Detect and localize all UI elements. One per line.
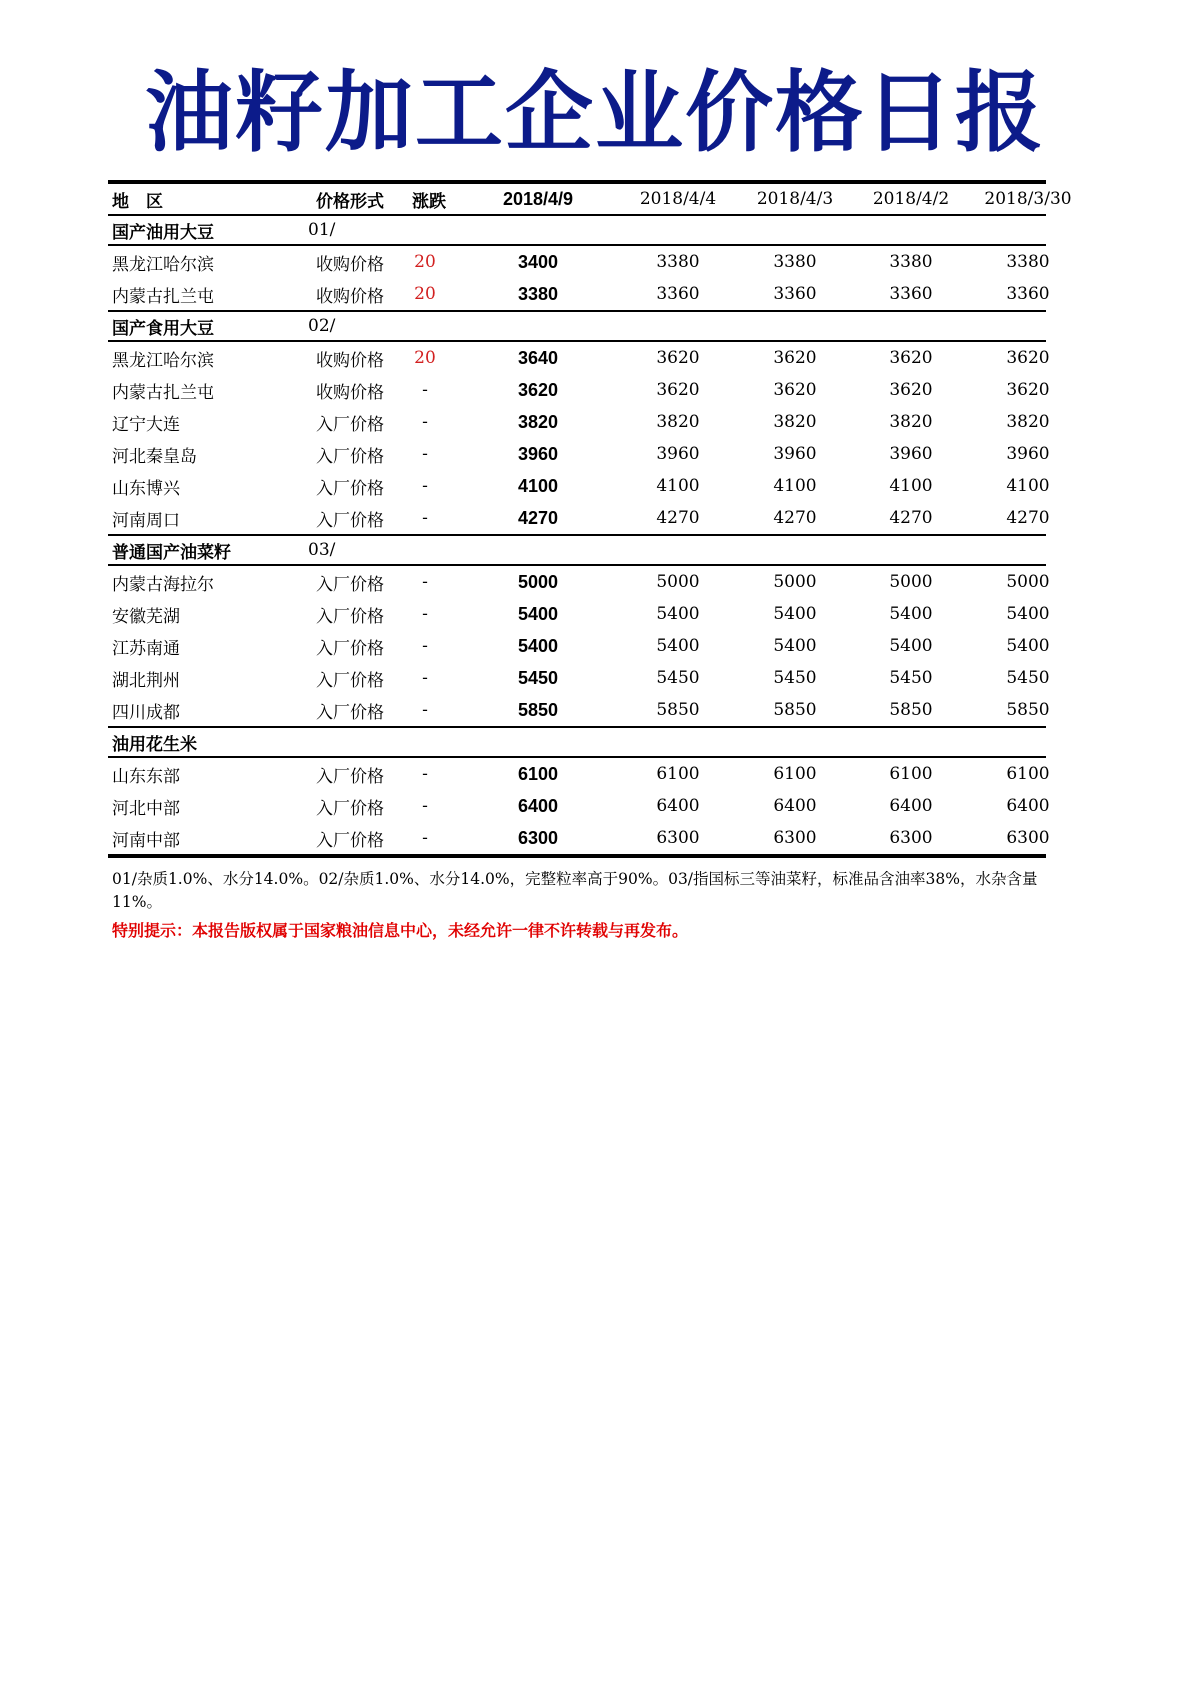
section-name: 油用花生米 [112,734,197,755]
price-form-cell: 入厂价格 [316,446,384,467]
price-form-cell: 收购价格 [316,286,384,307]
current-price-cell: 4270 [517,507,559,528]
price-cell: 5850 [889,700,933,720]
current-price-cell: 5400 [517,603,559,624]
price-table [108,180,1072,858]
table-header [108,184,1072,216]
price-cell: 4100 [656,476,700,496]
price-cell: 4270 [773,508,817,528]
table-row [108,502,1050,534]
change-cell: - [422,412,428,432]
price-cell: 3820 [1006,412,1050,432]
price-cell: 5400 [656,604,700,624]
table-row [108,758,1050,790]
section-row [108,534,1046,566]
header-date: 2018/4/2 [872,189,950,209]
price-cell: 6300 [1006,828,1050,848]
region-cell: 河北秦皇岛 [112,446,197,467]
price-cell: 6100 [656,764,700,784]
price-cell: 3620 [889,348,933,368]
price-cell: 3620 [656,348,700,368]
current-price-cell: 5400 [517,635,559,656]
price-cell: 4100 [773,476,817,496]
price-cell: 3360 [1006,284,1050,304]
price-form-cell: 入厂价格 [316,830,384,851]
price-cell: 3620 [889,380,933,400]
price-cell: 3360 [773,284,817,304]
price-cell: 6100 [773,764,817,784]
change-cell: 20 [414,284,436,304]
price-cell: 3620 [1006,380,1050,400]
price-cell: 6400 [773,796,817,816]
current-price-cell: 5450 [517,667,559,688]
price-cell: 6400 [889,796,933,816]
current-price-cell: 5850 [517,699,559,720]
price-cell: 4270 [1006,508,1050,528]
change-cell: - [422,828,428,848]
footnotes: 01/杂质1.0%、水分14.0%。02/杂质1.0%、水分14.0%，完整粒率高于90%。03/指国标三等油菜籽，标准品含油率38%，水杂含量11%。 [112,870,1038,911]
price-cell: 4270 [889,508,933,528]
table-row [108,822,1050,854]
price-cell: 6400 [656,796,700,816]
price-cell: 5400 [773,636,817,656]
price-cell: 3820 [889,412,933,432]
region-cell: 湖北荆州 [112,670,180,691]
table-row [108,342,1050,374]
current-price-cell: 3960 [517,443,559,464]
table-row [108,598,1050,630]
table-body [108,216,1050,854]
change-cell: - [422,796,428,816]
header-date: 2018/4/3 [756,189,834,209]
price-cell: 6300 [656,828,700,848]
price-cell: 5400 [889,604,933,624]
copyright-warning: 特别提示：本报告版权属于国家粮油信息中心，未经允许一律不许转载与再发布。 [112,921,689,940]
table-row [108,694,1050,726]
table-row [108,406,1050,438]
price-cell: 3380 [773,252,817,272]
table-row [108,566,1050,598]
price-form-cell: 入厂价格 [316,670,384,691]
price-cell: 6400 [1006,796,1050,816]
section-footnote-code: 03/ [308,540,336,560]
price-cell: 3360 [889,284,933,304]
section-row [108,726,1046,758]
price-cell: 5850 [773,700,817,720]
price-cell: 5450 [656,668,700,688]
current-price-cell: 3640 [517,347,559,368]
price-cell: 6300 [773,828,817,848]
price-cell: 5000 [889,572,933,592]
table-row [108,246,1050,278]
price-cell: 3620 [773,348,817,368]
region-cell: 辽宁大连 [112,414,180,435]
header-date: 2018/3/30 [984,189,1072,209]
section-row [108,216,1046,246]
change-cell: 20 [414,252,436,272]
region-cell: 河南周口 [112,510,180,531]
current-price-cell: 3820 [517,411,559,432]
price-cell: 5450 [889,668,933,688]
price-cell: 5000 [656,572,700,592]
section-row [108,310,1046,342]
table-row [108,374,1050,406]
price-cell: 4270 [656,508,700,528]
change-cell: - [422,572,428,592]
section-footnote-code: 02/ [308,316,336,336]
price-cell: 3380 [1006,252,1050,272]
price-cell: 5400 [1006,604,1050,624]
price-cell: 3960 [889,444,933,464]
price-cell: 3960 [656,444,700,464]
section-name: 国产油用大豆 [112,222,214,243]
region-cell: 黑龙江哈尔滨 [112,350,214,371]
table-row [108,630,1050,662]
price-cell: 6300 [889,828,933,848]
table-row [108,278,1050,310]
price-form-cell: 收购价格 [316,254,384,275]
table-row [108,662,1050,694]
table-row [108,790,1050,822]
change-cell: - [422,700,428,720]
table-row [108,438,1050,470]
price-cell: 3820 [773,412,817,432]
price-cell: 5400 [656,636,700,656]
price-form-cell: 入厂价格 [316,478,384,499]
header-change: 涨跌 [412,191,446,212]
region-cell: 河南中部 [112,830,180,851]
current-price-cell: 3380 [517,283,559,304]
change-cell: - [422,476,428,496]
price-cell: 3620 [1006,348,1050,368]
section-name: 普通国产油菜籽 [112,542,231,563]
price-cell: 3960 [773,444,817,464]
table-row [108,470,1050,502]
region-cell: 河北中部 [112,798,180,819]
region-cell: 山东博兴 [112,478,180,499]
region-cell: 江苏南通 [112,638,180,659]
price-form-cell: 入厂价格 [316,766,384,787]
price-cell: 5400 [889,636,933,656]
report-title: 油籽加工企业价格日报 [144,61,1045,164]
change-cell: - [422,764,428,784]
header-date: 2018/4/4 [639,189,717,209]
price-form-cell: 收购价格 [316,350,384,371]
change-cell: - [422,508,428,528]
current-price-cell: 3620 [517,379,559,400]
price-cell: 3380 [656,252,700,272]
region-cell: 内蒙古扎兰屯 [112,286,214,307]
change-cell: - [422,444,428,464]
price-cell: 5000 [1006,572,1050,592]
price-cell: 3620 [656,380,700,400]
current-price-cell: 3400 [517,251,559,272]
price-form-cell: 入厂价格 [316,574,384,595]
price-cell: 5850 [656,700,700,720]
price-form-cell: 收购价格 [316,382,384,403]
price-form-cell: 入厂价格 [316,414,384,435]
region-cell: 山东东部 [112,766,180,787]
header-region: 地 区 [112,191,163,212]
price-form-cell: 入厂价格 [316,510,384,531]
change-cell: - [422,380,428,400]
price-cell: 3360 [656,284,700,304]
price-cell: 5850 [1006,700,1050,720]
region-cell: 内蒙古海拉尔 [112,574,214,595]
change-cell: - [422,668,428,688]
price-cell: 5000 [773,572,817,592]
header-price-form: 价格形式 [316,191,384,212]
price-cell: 5450 [1006,668,1050,688]
price-form-cell: 入厂价格 [316,702,384,723]
current-price-cell: 4100 [517,475,559,496]
change-cell: - [422,604,428,624]
current-price-cell: 6300 [517,827,559,848]
current-price-cell: 6400 [517,795,559,816]
price-cell: 3620 [773,380,817,400]
change-cell: 20 [414,348,436,368]
region-cell: 安徽芜湖 [112,606,180,627]
region-cell: 黑龙江哈尔滨 [112,254,214,275]
price-cell: 6100 [1006,764,1050,784]
price-cell: 3960 [1006,444,1050,464]
change-cell: - [422,636,428,656]
price-cell: 4100 [1006,476,1050,496]
region-cell: 四川成都 [112,702,180,723]
price-cell: 3820 [656,412,700,432]
current-price-cell: 5000 [517,571,559,592]
header-date-current: 2018/4/9 [502,188,574,209]
price-cell: 5400 [773,604,817,624]
price-form-cell: 入厂价格 [316,606,384,627]
region-cell: 内蒙古扎兰屯 [112,382,214,403]
current-price-cell: 6100 [517,763,559,784]
price-form-cell: 入厂价格 [316,638,384,659]
price-cell: 4100 [889,476,933,496]
section-footnote-code: 01/ [308,220,336,240]
price-cell: 3380 [889,252,933,272]
price-cell: 6100 [889,764,933,784]
price-form-cell: 入厂价格 [316,798,384,819]
section-name: 国产食用大豆 [112,318,214,339]
price-cell: 5450 [773,668,817,688]
price-cell: 5400 [1006,636,1050,656]
